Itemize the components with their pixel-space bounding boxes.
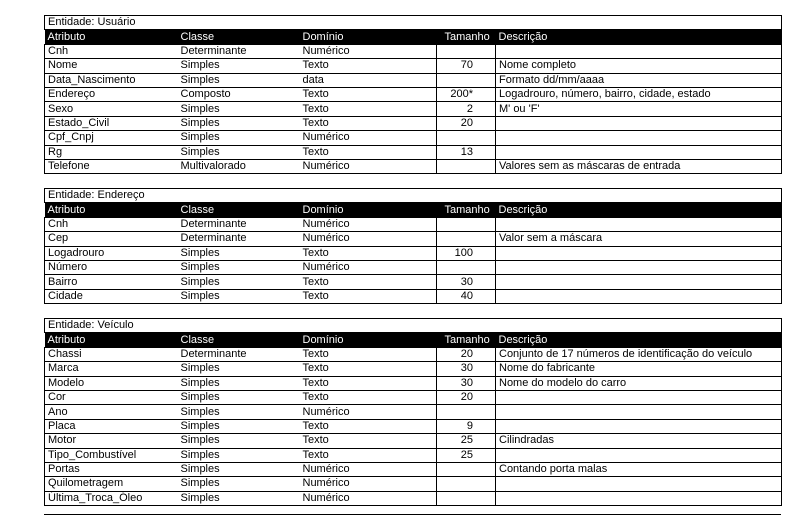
cell-atributo: Marca — [45, 362, 178, 376]
cell-descricao — [496, 131, 782, 145]
cell-tamanho: 2 — [437, 102, 496, 116]
table-row — [45, 462, 782, 476]
cell-tamanho: 40 — [437, 289, 496, 303]
cell-descricao — [496, 260, 782, 274]
cell-atributo: Endereço — [45, 87, 178, 101]
entity-table-endereco — [44, 188, 782, 304]
cell-tamanho: 30 — [437, 362, 496, 376]
cell-tamanho — [437, 462, 496, 476]
cell-dominio: Numérico — [300, 260, 437, 274]
cell-descricao: Nome do modelo do carro — [496, 376, 782, 390]
table-row — [45, 145, 782, 159]
cell-classe: Simples — [178, 102, 300, 116]
cell-dominio: Texto — [300, 116, 437, 130]
cell-tamanho: 200* — [437, 87, 496, 101]
cell-classe: Simples — [178, 362, 300, 376]
table-row — [45, 289, 782, 303]
table-row — [45, 102, 782, 116]
cell-dominio: Numérico — [300, 477, 437, 491]
cell-descricao — [496, 246, 782, 260]
cell-descricao — [496, 390, 782, 404]
cell-atributo: Quilometragem — [45, 477, 178, 491]
cell-descricao — [496, 145, 782, 159]
cell-atributo: Bairro — [45, 275, 178, 289]
cell-descricao — [496, 477, 782, 491]
cell-descricao: Conjunto de 17 números de identificação do veículo — [496, 347, 782, 361]
cell-atributo: Sexo — [45, 102, 178, 116]
column-header-tamanho: Tamanho — [437, 333, 496, 347]
cell-tamanho — [437, 477, 496, 491]
column-header-row — [45, 333, 782, 347]
table-row — [45, 116, 782, 130]
cell-dominio: Numérico — [300, 159, 437, 173]
column-header-descricao: Descrição — [496, 333, 782, 347]
cell-classe: Determinante — [178, 232, 300, 246]
cell-dominio: Texto — [300, 87, 437, 101]
cell-atributo: Chassi — [45, 347, 178, 361]
cell-classe: Simples — [178, 491, 300, 505]
cell-atributo: Modelo — [45, 376, 178, 390]
cell-classe: Multivalorado — [178, 159, 300, 173]
cell-atributo: Rg — [45, 145, 178, 159]
cell-tamanho — [437, 491, 496, 505]
cell-dominio: Texto — [300, 102, 437, 116]
cell-tamanho — [437, 217, 496, 231]
table-row — [45, 376, 782, 390]
table-row — [45, 44, 782, 58]
cell-descricao: Cilindradas — [496, 434, 782, 448]
cell-tamanho: 100 — [437, 246, 496, 260]
table-row — [45, 217, 782, 231]
cell-dominio: Texto — [300, 419, 437, 433]
cell-classe: Determinante — [178, 217, 300, 231]
cell-descricao — [496, 491, 782, 505]
column-header-dominio: Domínio — [300, 203, 437, 217]
table-row — [45, 491, 782, 505]
table-row — [45, 232, 782, 246]
table-row — [45, 131, 782, 145]
cell-atributo: Telefone — [45, 159, 178, 173]
cell-tamanho — [437, 131, 496, 145]
cell-tamanho: 20 — [437, 390, 496, 404]
cell-atributo: Última_Troca_Óleo — [45, 491, 178, 505]
cell-dominio: Texto — [300, 362, 437, 376]
cell-classe: Simples — [178, 260, 300, 274]
cell-descricao — [496, 217, 782, 231]
table-row — [45, 87, 782, 101]
cell-tamanho: 9 — [437, 419, 496, 433]
table-row — [45, 73, 782, 87]
cell-classe: Simples — [178, 289, 300, 303]
table-row — [45, 434, 782, 448]
cell-atributo: Portas — [45, 462, 178, 476]
cell-descricao: Contando porta malas — [496, 462, 782, 476]
cell-tamanho — [437, 260, 496, 274]
cell-dominio: Texto — [300, 390, 437, 404]
cell-dominio: data — [300, 73, 437, 87]
table-row — [45, 477, 782, 491]
cell-classe: Simples — [178, 419, 300, 433]
cell-classe: Simples — [178, 405, 300, 419]
cell-descricao: Valor sem a máscara — [496, 232, 782, 246]
entity-title: Entidade: Endereço — [45, 189, 782, 203]
entity-title: Entidade: Veículo — [45, 319, 782, 333]
cell-dominio: Numérico — [300, 131, 437, 145]
entity-title-row — [45, 189, 782, 203]
cell-tamanho — [437, 232, 496, 246]
cell-classe: Simples — [178, 275, 300, 289]
table-row — [45, 448, 782, 462]
cell-descricao — [496, 448, 782, 462]
cell-tamanho: 13 — [437, 145, 496, 159]
entity-title: Entidade: Usuário — [45, 16, 782, 30]
cell-classe: Simples — [178, 246, 300, 260]
cell-classe: Simples — [178, 73, 300, 87]
entity-title-row — [45, 319, 782, 333]
cell-atributo: Nome — [45, 59, 178, 73]
cell-classe: Simples — [178, 448, 300, 462]
cell-descricao — [496, 116, 782, 130]
cell-dominio: Texto — [300, 289, 437, 303]
cell-descricao — [496, 405, 782, 419]
column-header-atributo: Atributo — [45, 203, 178, 217]
cell-classe: Simples — [178, 145, 300, 159]
column-header-classe: Classe — [178, 203, 300, 217]
cell-atributo: Logadrouro — [45, 246, 178, 260]
cell-classe: Composto — [178, 87, 300, 101]
column-header-atributo: Atributo — [45, 30, 178, 44]
cell-tamanho: 25 — [437, 434, 496, 448]
cell-tamanho — [437, 44, 496, 58]
cell-atributo: Ano — [45, 405, 178, 419]
cell-atributo: Cep — [45, 232, 178, 246]
cell-dominio: Numérico — [300, 462, 437, 476]
table-row — [45, 159, 782, 173]
entity-table-usuario — [44, 15, 782, 174]
cell-classe: Determinante — [178, 347, 300, 361]
cell-atributo: Tipo_Combustível — [45, 448, 178, 462]
cell-tamanho: 30 — [437, 376, 496, 390]
table-row — [45, 260, 782, 274]
page-bottom-divider — [44, 514, 781, 515]
column-header-classe: Classe — [178, 333, 300, 347]
cell-descricao: Nome do fabricante — [496, 362, 782, 376]
cell-dominio: Texto — [300, 275, 437, 289]
cell-atributo: Cor — [45, 390, 178, 404]
cell-atributo: Estado_Civil — [45, 116, 178, 130]
column-header-descricao: Descrição — [496, 203, 782, 217]
cell-atributo: Motor — [45, 434, 178, 448]
table-row — [45, 390, 782, 404]
cell-descricao: Formato dd/mm/aaaa — [496, 73, 782, 87]
column-header-dominio: Domínio — [300, 333, 437, 347]
cell-dominio: Texto — [300, 347, 437, 361]
cell-descricao — [496, 44, 782, 58]
cell-classe: Simples — [178, 462, 300, 476]
cell-dominio: Texto — [300, 145, 437, 159]
cell-classe: Determinante — [178, 44, 300, 58]
table-row — [45, 405, 782, 419]
cell-dominio: Numérico — [300, 491, 437, 505]
cell-atributo: Número — [45, 260, 178, 274]
cell-descricao: Logadrouro, número, bairro, cidade, estado — [496, 87, 782, 101]
table-row — [45, 362, 782, 376]
cell-dominio: Numérico — [300, 232, 437, 246]
table-row — [45, 275, 782, 289]
cell-dominio: Texto — [300, 434, 437, 448]
cell-dominio: Texto — [300, 448, 437, 462]
column-header-classe: Classe — [178, 30, 300, 44]
cell-dominio: Numérico — [300, 405, 437, 419]
column-header-row — [45, 203, 782, 217]
cell-tamanho: 25 — [437, 448, 496, 462]
cell-dominio: Numérico — [300, 44, 437, 58]
cell-tamanho — [437, 159, 496, 173]
cell-tamanho — [437, 405, 496, 419]
column-header-atributo: Atributo — [45, 333, 178, 347]
cell-classe: Simples — [178, 116, 300, 130]
cell-descricao — [496, 419, 782, 433]
table-row — [45, 246, 782, 260]
cell-classe: Simples — [178, 131, 300, 145]
cell-descricao — [496, 289, 782, 303]
column-header-dominio: Domínio — [300, 30, 437, 44]
column-header-tamanho: Tamanho — [437, 30, 496, 44]
cell-classe: Simples — [178, 59, 300, 73]
cell-descricao — [496, 275, 782, 289]
table-row — [45, 347, 782, 361]
cell-tamanho: 30 — [437, 275, 496, 289]
cell-dominio: Texto — [300, 59, 437, 73]
cell-dominio: Texto — [300, 246, 437, 260]
cell-descricao: Nome completo — [496, 59, 782, 73]
table-row — [45, 419, 782, 433]
column-header-tamanho: Tamanho — [437, 203, 496, 217]
cell-classe: Simples — [178, 477, 300, 491]
entity-title-row — [45, 16, 782, 30]
cell-classe: Simples — [178, 390, 300, 404]
cell-atributo: Data_Nascimento — [45, 73, 178, 87]
column-header-descricao: Descrição — [496, 30, 782, 44]
table-row — [45, 59, 782, 73]
cell-tamanho: 20 — [437, 116, 496, 130]
cell-tamanho — [437, 73, 496, 87]
column-header-row — [45, 30, 782, 44]
cell-atributo: Placa — [45, 419, 178, 433]
cell-atributo: Cidade — [45, 289, 178, 303]
cell-descricao: Valores sem as máscaras de entrada — [496, 159, 782, 173]
cell-atributo: Cpf_Cnpj — [45, 131, 178, 145]
entity-table-veiculo — [44, 318, 782, 506]
cell-dominio: Texto — [300, 376, 437, 390]
cell-tamanho: 20 — [437, 347, 496, 361]
cell-classe: Simples — [178, 434, 300, 448]
cell-classe: Simples — [178, 376, 300, 390]
cell-atributo: Cnh — [45, 44, 178, 58]
cell-atributo: Cnh — [45, 217, 178, 231]
cell-descricao: M' ou 'F' — [496, 102, 782, 116]
cell-tamanho: 70 — [437, 59, 496, 73]
cell-dominio: Numérico — [300, 217, 437, 231]
